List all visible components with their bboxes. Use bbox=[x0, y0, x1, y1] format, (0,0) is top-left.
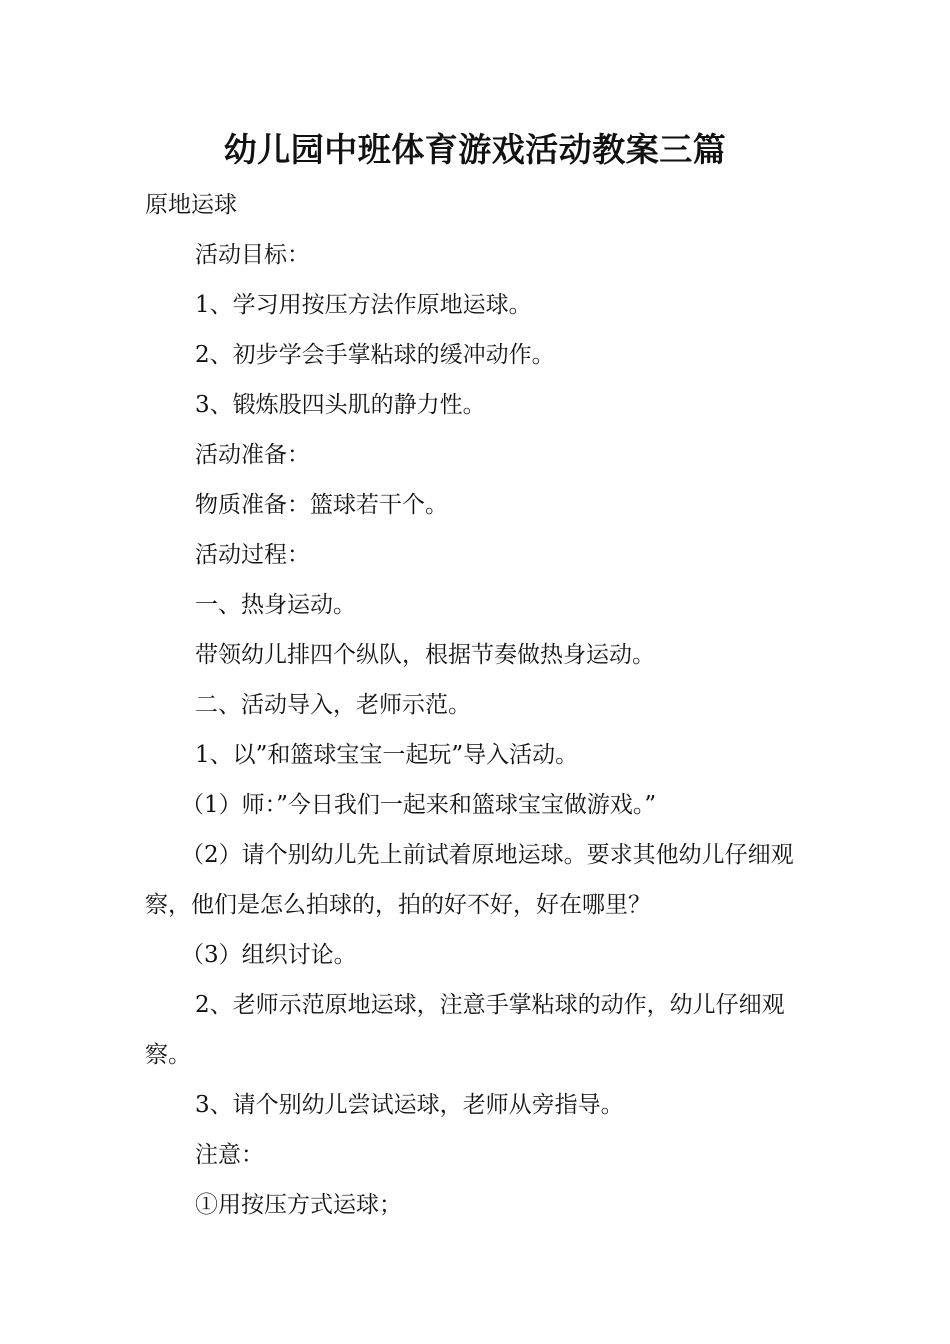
paragraph: 一、热身运动。 bbox=[195, 592, 356, 618]
paragraph: 二、活动导入，老师示范。 bbox=[195, 692, 471, 718]
paragraph: 2、初步学会手掌粘球的缓冲动作。 bbox=[195, 342, 555, 368]
paragraph: 3、请个别幼儿尝试运球，老师从旁指导。 bbox=[195, 1092, 624, 1118]
paragraph: ①用按压方式运球； bbox=[195, 1192, 402, 1218]
paragraph: 注意： bbox=[195, 1142, 264, 1168]
paragraph: 活动目标： bbox=[195, 242, 310, 268]
paragraph: （1）师：”今日我们一起来和篮球宝宝做游戏。” bbox=[181, 792, 657, 818]
section-heading: 原地运球 bbox=[145, 192, 237, 218]
document-body bbox=[145, 180, 807, 1230]
document-title: 幼儿园中班体育游戏活动教案三篇 bbox=[223, 130, 727, 169]
paragraph: 1、学习用按压方法作原地运球。 bbox=[195, 292, 532, 318]
paragraph: 带领幼儿排四个纵队，根据节奏做热身运动。 bbox=[195, 642, 655, 668]
paragraph: （2）请个别幼儿先上前试着原地运球。要求其他幼儿仔细观察，他们是怎么拍球的，拍的好不好，好在哪里？ bbox=[145, 842, 794, 918]
paragraph: 1、以”和篮球宝宝一起玩”导入活动。 bbox=[195, 742, 579, 768]
paragraph: 3、锻炼股四头肌的静力性。 bbox=[195, 392, 486, 418]
paragraph: 活动过程： bbox=[195, 542, 310, 568]
paragraph: 物质准备：篮球若干个。 bbox=[195, 492, 448, 518]
paragraph: 2、老师示范原地运球，注意手掌粘球的动作，幼儿仔细观察。 bbox=[145, 992, 785, 1068]
paragraph: 活动准备： bbox=[195, 442, 310, 468]
paragraph: （3）组织讨论。 bbox=[181, 942, 357, 968]
